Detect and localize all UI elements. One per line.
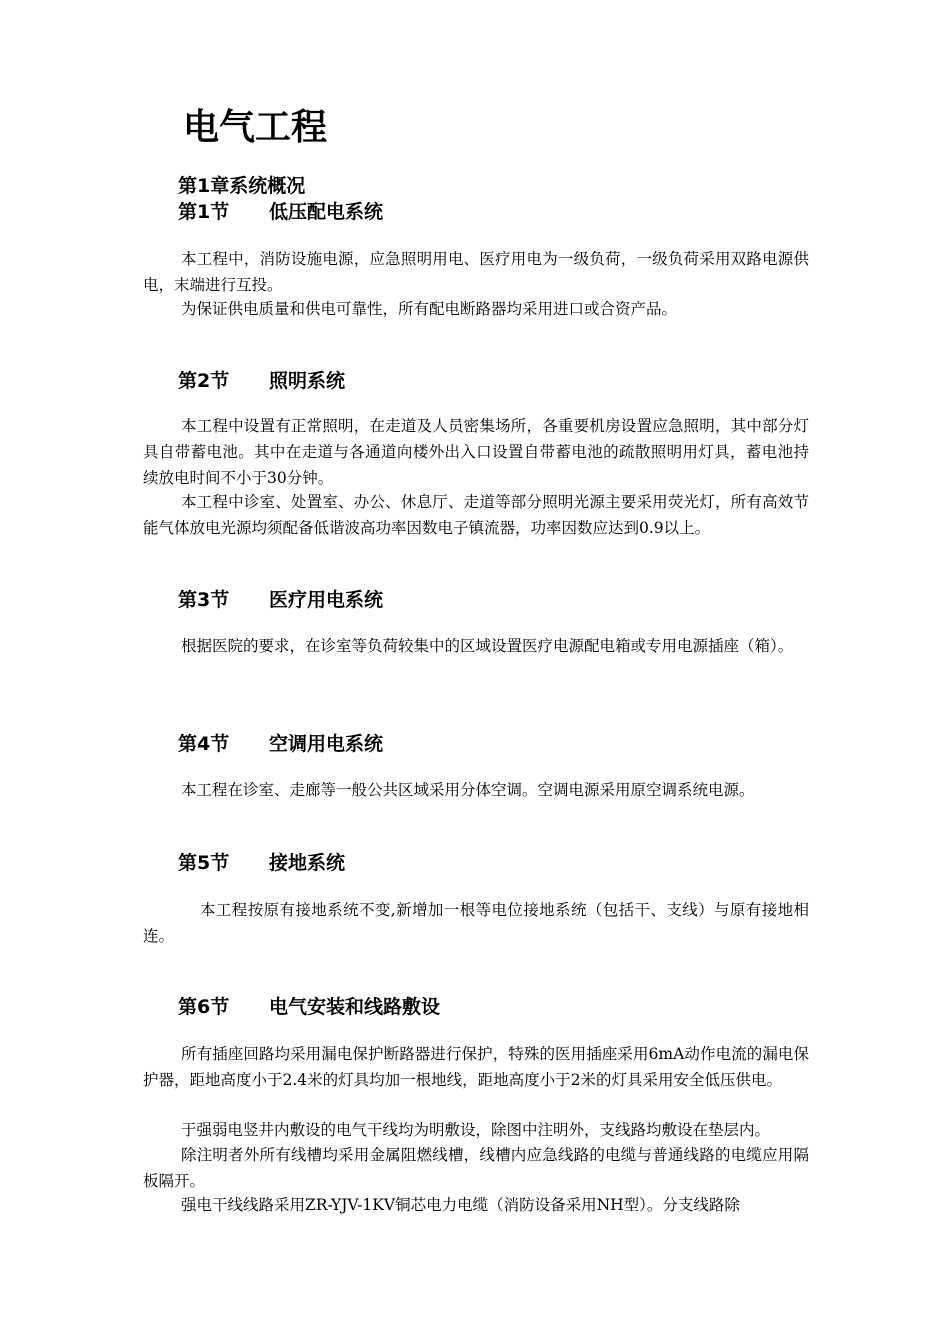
section-number: 第4节 (178, 733, 230, 755)
chapter-heading: 第1章系统概况 (178, 175, 306, 197)
section-3-heading (178, 586, 383, 614)
paragraph: 本工程中，消防设施电源，应急照明用电、医疗用电为一级负荷，一级负荷采用双路电源供电，末端进行互投。 (143, 250, 809, 294)
section-number: 第5节 (178, 852, 230, 874)
section-number: 第6节 (178, 996, 230, 1018)
paragraph: 除注明者外所有线槽均采用金属阻燃线槽，线槽内应急线路的电缆与普通线路的电缆应用隔板隔开。 (143, 1146, 809, 1190)
section-6-heading (178, 993, 440, 1021)
section-title: 空调用电系统 (269, 733, 384, 755)
paragraph: 本工程中设置有正常照明，在走道及人员密集场所，各重要机房设置应急照明，其中部分灯具自带蓄电池。其中在走道与各通道向楼外出入口设置自带蓄电池的疏散照明用灯具，蓄电池持续放电时间不小于30分钟。 (143, 417, 809, 487)
section-title: 照明系统 (269, 370, 346, 392)
section-title: 低压配电系统 (269, 201, 384, 223)
paragraph: 于强弱电竖井内敷设的电气干线均为明敷设，除图中注明外，支线路均敷设在垫层内。 (181, 1121, 771, 1139)
section-4-heading (178, 730, 383, 758)
paragraph: 为保证供电质量和供电可靠性，所有配电断路器均采用进口或合资产品。 (181, 300, 678, 318)
section-5-heading (178, 849, 345, 877)
section-number: 第1节 (178, 201, 230, 223)
paragraph: 根据医院的要求，在诊室等负荷较集中的区域设置医疗电源配电箱或专用电源插座（箱）。 (181, 637, 794, 655)
section-title: 电气安装和线路敷设 (269, 996, 441, 1018)
section-number: 第2节 (178, 370, 230, 392)
section-1-heading (178, 198, 383, 226)
paragraph: 强电干线线路采用ZR-YJV-1KV铜芯电力电缆（消防设备采用NH型）。分支线路除 (181, 1196, 740, 1214)
paragraph: 本工程在诊室、走廊等一般公共区域采用分体空调。空调电源采用原空调系统电源。 (181, 781, 755, 799)
section-title: 接地系统 (269, 852, 346, 874)
section-2-heading (178, 367, 345, 395)
document-title: 电气工程 (183, 107, 328, 148)
paragraph: 本工程按原有接地系统不变,新增加一根等电位接地系统（包括干、支线）与原有接地相连。 (143, 901, 809, 945)
paragraph: 本工程中诊室、处置室、办公、休息厅、走道等部分照明光源主要采用荧光灯，所有高效节能气体放电光源均须配备低谐波高功率因数电子镇流器，功率因数应达到0.9以上。 (143, 493, 809, 537)
section-title: 医疗用电系统 (269, 589, 384, 611)
paragraph: 所有插座回路均采用漏电保护断路器进行保护，特殊的医用插座采用6mA动作电流的漏电保护器，距地高度小于2.4米的灯具均加一根地线，距地高度小于2米的灯具采用安全低压供电。 (143, 1045, 809, 1089)
section-number: 第3节 (178, 589, 230, 611)
